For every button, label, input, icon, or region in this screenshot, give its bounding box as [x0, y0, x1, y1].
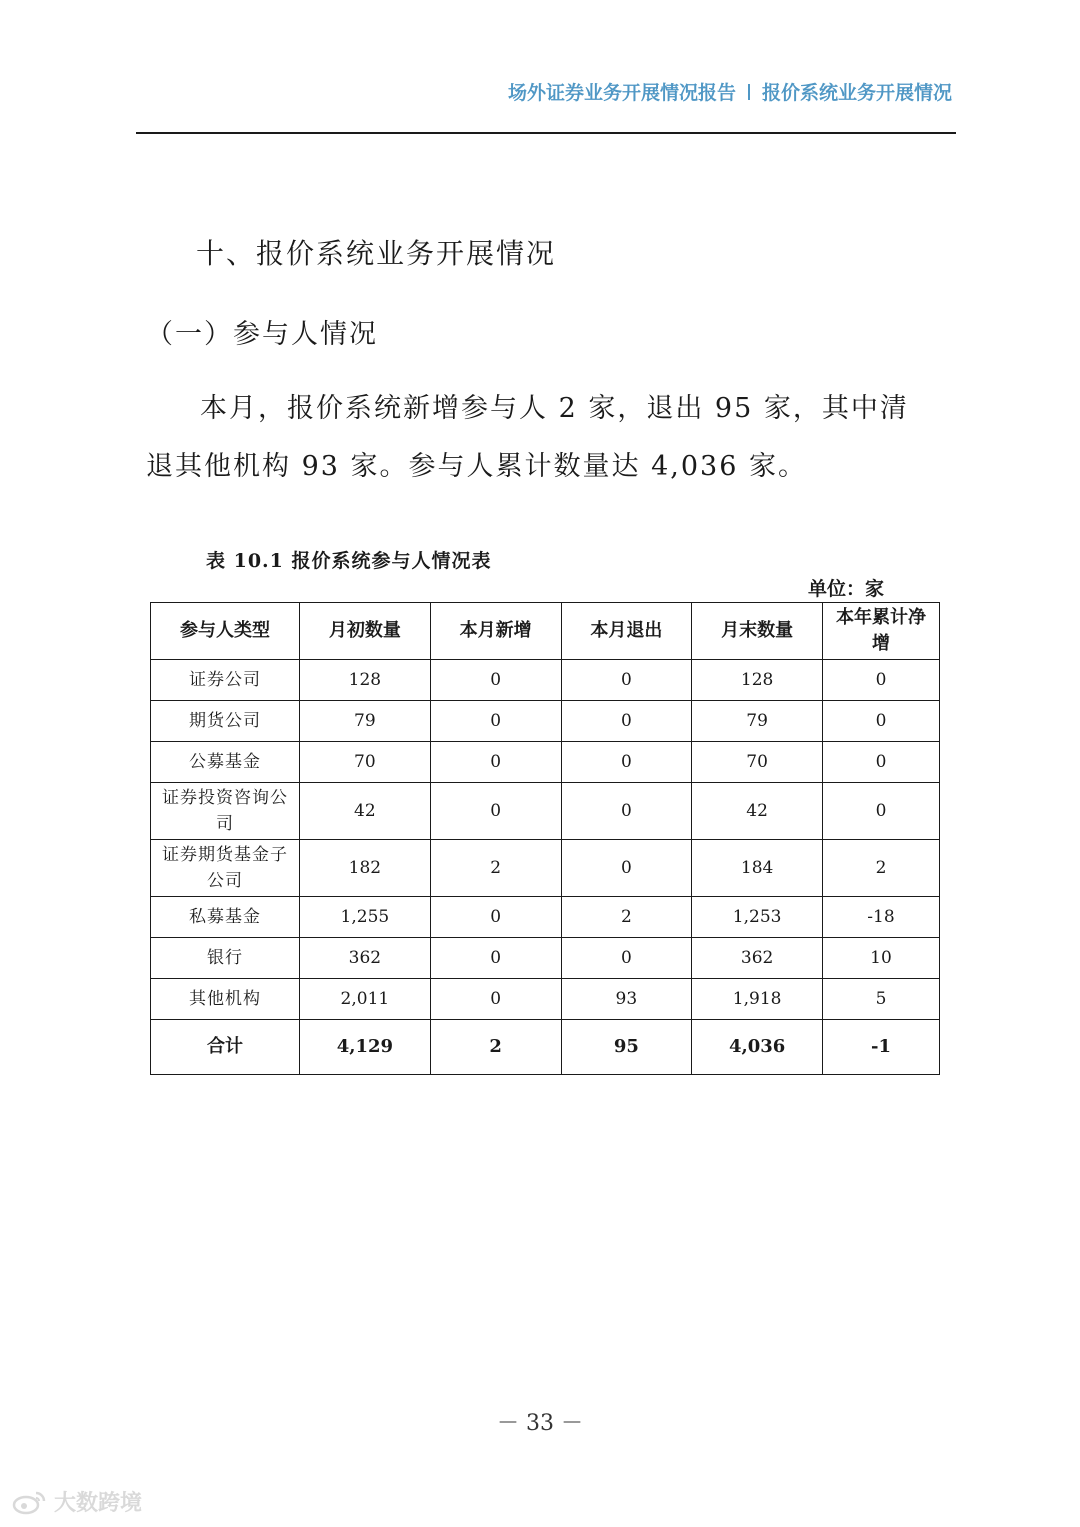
table-total-row [151, 1020, 940, 1075]
header-ytd-net [823, 603, 940, 660]
header-ytd-net-label: 本年累计净增 [836, 607, 926, 654]
table-row [151, 660, 940, 701]
cell-type: 公募基金 [151, 742, 300, 783]
cell-added: 0 [430, 938, 561, 979]
cell-exited: 2 [561, 897, 692, 938]
header-participant-type: 参与人类型 [151, 603, 300, 660]
total-net: -1 [823, 1020, 940, 1075]
header-separator [748, 84, 750, 100]
cell-start: 79 [300, 701, 431, 742]
cell-added: 0 [430, 660, 561, 701]
cell-type: 期货公司 [151, 701, 300, 742]
table-row [151, 742, 940, 783]
cell-added: 0 [430, 701, 561, 742]
cell-type: 银行 [151, 938, 300, 979]
participants-table [150, 602, 940, 1075]
watermark [12, 1486, 142, 1517]
cell-exited: 0 [561, 701, 692, 742]
cell-exited: 0 [561, 660, 692, 701]
cell-start: 182 [300, 840, 431, 897]
cell-net: 2 [823, 840, 940, 897]
header-end-count: 月末数量 [692, 603, 823, 660]
cell-start: 362 [300, 938, 431, 979]
table-row [151, 979, 940, 1020]
table-row [151, 897, 940, 938]
total-added: 2 [430, 1020, 561, 1075]
header-exited: 本月退出 [561, 603, 692, 660]
watermark-text: 大数跨境 [54, 1491, 143, 1516]
header-added: 本月新增 [430, 603, 561, 660]
cell-start: 2,011 [300, 979, 431, 1020]
cell-start: 128 [300, 660, 431, 701]
cell-end: 1,918 [692, 979, 823, 1020]
cell-end: 70 [692, 742, 823, 783]
cell-added: 0 [430, 783, 561, 840]
cell-end: 79 [692, 701, 823, 742]
cell-type: 私募基金 [151, 897, 300, 938]
cell-exited: 0 [561, 783, 692, 840]
section-title: 十、报价系统业务开展情况 [196, 237, 557, 270]
table-header-row [151, 603, 940, 660]
cell-end: 42 [692, 783, 823, 840]
total-type: 合计 [151, 1020, 300, 1075]
cell-type: 证券公司 [151, 660, 300, 701]
total-end: 4,036 [692, 1020, 823, 1075]
cell-exited: 0 [561, 742, 692, 783]
cell-type: 证券投资咨询公司 [151, 783, 300, 840]
cell-end: 128 [692, 660, 823, 701]
table-row [151, 701, 940, 742]
table-row [151, 938, 940, 979]
cell-exited: 93 [561, 979, 692, 1020]
header-rule [136, 132, 956, 134]
table-row [151, 783, 940, 840]
cell-net: 0 [823, 742, 940, 783]
table-caption: 表 10.1 报价系统参与人情况表 [206, 550, 492, 572]
running-header [508, 78, 952, 105]
sub-title: （一）参与人情况 [146, 319, 378, 350]
running-header-left: 场外证券业务开展情况报告 [507, 82, 736, 104]
cell-net: 0 [823, 701, 940, 742]
cell-net: 0 [823, 660, 940, 701]
cell-type: 其他机构 [151, 979, 300, 1020]
cell-net: -18 [823, 897, 940, 938]
cell-end: 1,253 [692, 897, 823, 938]
header-start-count: 月初数量 [300, 603, 431, 660]
cell-net: 0 [823, 783, 940, 840]
page-number: － 33 － [497, 1411, 583, 1436]
cell-exited: 0 [561, 840, 692, 897]
cell-type: 证券期货基金子公司 [151, 840, 300, 897]
table-row [151, 840, 940, 897]
cell-start: 42 [300, 783, 431, 840]
cell-end: 362 [692, 938, 823, 979]
cell-exited: 0 [561, 938, 692, 979]
cell-net: 5 [823, 979, 940, 1020]
body-paragraph: 本月，报价系统新增参与人 2 家，退出 95 家，其中清退其他机构 93 家。参与人累计数量达 4,036 家。 [146, 393, 909, 482]
cell-start: 70 [300, 742, 431, 783]
table-unit: 单位：家 [808, 578, 885, 600]
running-header-right: 报价系统业务开展情况 [761, 82, 952, 104]
cell-added: 0 [430, 742, 561, 783]
cell-net: 10 [823, 938, 940, 979]
cell-start: 1,255 [300, 897, 431, 938]
weibo-logo-icon [12, 1489, 48, 1515]
cell-added: 0 [430, 979, 561, 1020]
cell-end: 184 [692, 840, 823, 897]
total-exited: 95 [561, 1020, 692, 1075]
cell-added: 2 [430, 840, 561, 897]
total-start: 4,129 [300, 1020, 431, 1075]
cell-added: 0 [430, 897, 561, 938]
